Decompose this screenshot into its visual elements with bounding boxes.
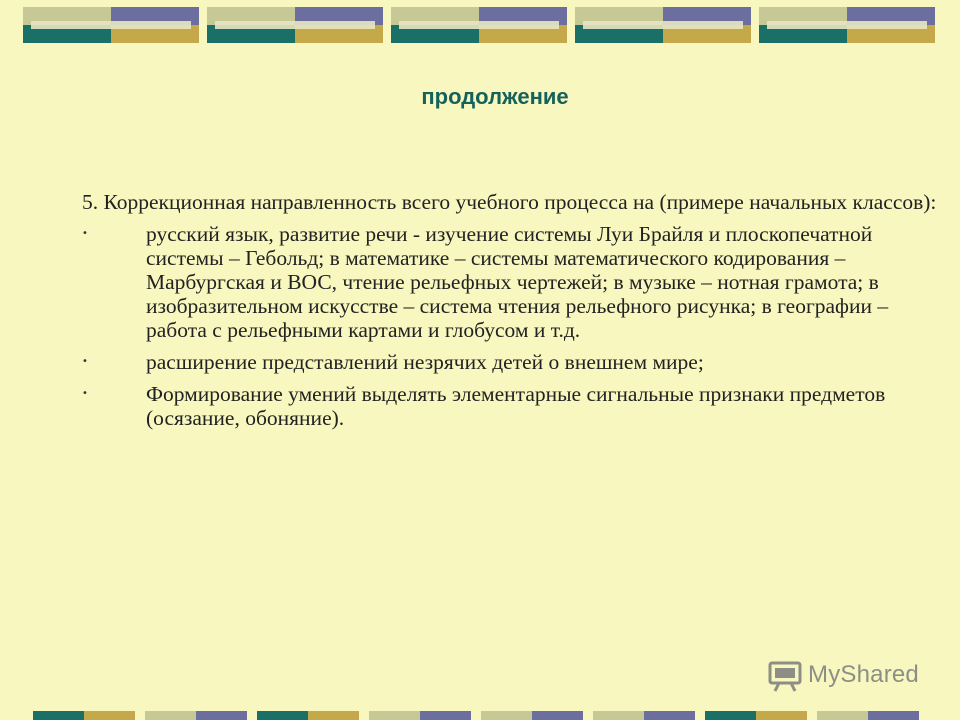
- list-item-text: Формирование умений выделять элементарные сигнальные признаки предметов (осязание, обоняние).: [146, 382, 886, 430]
- bullet-icon: •: [82, 356, 88, 367]
- band-tile: [759, 7, 935, 43]
- intro-paragraph: 5. Коррекционная направленность всего учебного процесса на (примере начальных классов):: [82, 190, 937, 214]
- watermark-text: MyShared: [808, 661, 919, 688]
- band-tile: [145, 711, 247, 720]
- band-tile: [593, 711, 695, 720]
- band-tile: [369, 711, 471, 720]
- band-tile: [481, 711, 583, 720]
- bottom-decorative-band: [33, 711, 960, 720]
- band-tile: [257, 711, 359, 720]
- list-item-text: русский язык, развитие речи - изучение системы Луи Брайля и плоскопечатной системы – Гебольд; в математике – системы математического кодирования – Марбургская и ВОС, чтение рельефных чертежей; в музыке – нотная грамота; в изобразительном искусстве – система чтения рельефного рисунка; в географии – работа с рельефными картами и глобусом и т.д.: [146, 222, 889, 342]
- list-item: [82, 382, 942, 430]
- top-decorative-band: [23, 7, 935, 43]
- list-item: [82, 350, 942, 374]
- band-tile: [391, 7, 567, 43]
- band-tile: [33, 711, 135, 720]
- presentation-board-icon: [768, 659, 802, 693]
- band-tile: [207, 7, 383, 43]
- list-item: [82, 222, 942, 342]
- slide-title: продолжение: [421, 84, 569, 109]
- band-tile: [705, 711, 807, 720]
- watermark-logo: [768, 659, 928, 693]
- bullet-icon: •: [82, 228, 88, 239]
- band-tile: [23, 7, 199, 43]
- slide-content: [82, 190, 942, 438]
- band-tile: [817, 711, 919, 720]
- band-tile: [575, 7, 751, 43]
- bullet-icon: •: [82, 388, 88, 399]
- list-item-text: расширение представлений незрячих детей о внешнем мире;: [146, 350, 704, 374]
